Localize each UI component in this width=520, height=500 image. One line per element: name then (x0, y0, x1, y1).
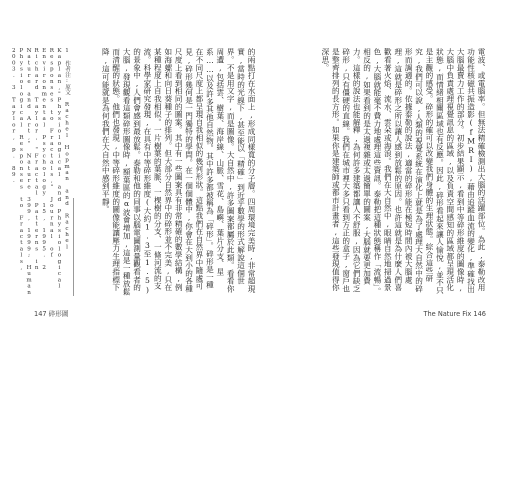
left-page (10, 48, 256, 318)
note-3: 3 Taylor, p. 89. (10, 85, 17, 185)
right-page (264, 48, 486, 318)
left-page-footer: 147 碎形圖 (34, 310, 69, 318)
left-page-notes (10, 48, 70, 296)
book-spread (10, 48, 486, 318)
note-1: 1 作者注:原文 Rachel Hopman and Rachel Kaplan,"Physiological and Physiological Responses to Fractals," Journal of Environmental Psychology 15, 1995. (41, 48, 70, 290)
left-page-body: 的兩點打在水面上,形成同樣寬的分子層。四周環境完美時,非常超現實,當時的光線下,甚至能以「精確」到近乎數學的形式解說這個世界。不是用文字,而是圖像。大自然中,許多圖案都屬於此類。看看你周遭,包括雲、樹葉、海岸線、山脈、雪花、島嶼、葉片分支、星系……以及許多其他自然物。其中許多都被稱為「碎形」。碎形是一種在不同尺度上都呈現自我相似的幾何形狀。這點我們在自然界中隨處可見,碎形幾何是一門獨特的學問。在一個個體中,你會在大到小的各種尺度上看到相同的圖案。其中有一些圖案具有非常精確的數學結構,例如海螺和向日葵種子的排列。但大部分自然界中的碎形並不完美,只在某種程度上自我相似。一片樹葉的葉脈、一棵樹的分支、一條河流的支流。科學家研究發現,在具有中等碎形維度(大約1.3至1.5)的景象中,人們會感到最放鬆。泰勒和他的同事以腦電圖測量觀看者的大腦,發現觀看這類碎形圖像時,額葉區的α波會增加,這是一種放鬆而清醒的狀態。他們也發現,中等碎形維度的圖像能讓壓力生理指標下降,這可能就是為何我們在大自然中感到平靜。 (101, 48, 256, 296)
footnote-rule (73, 198, 74, 296)
right-page-footer: The Nature Fix 146 (423, 310, 486, 318)
right-page-body: 電波、或電腦率。但無法精確檢測出大腦的活躍部位。為此,泰勒改用功能性核磁共振造影(fMRI),藉由追蹤血流的變化,準確找出大腦最賣力工作的部分。初步結果顯示,看到中等碎形維度的圖像時,大腦中負責處理視覺訊息的區域,以及負責空間感知的區域都呈現活化狀態,而情緒相關區域也有反應。因此,碎形看起來讓人愉悅,並不只是主觀的感受。碎形的確可以改變我們身體的生理狀態。綜合這些研究,我們可以說,人類的視覺系統在演化上就是為了處理大自然中的碎形而調適的。依據泰勒的說法,適當的碎形能在極短時間內被大腦處理,這就是碎形之所以讓人感到放鬆的原因。也許這就是為什麼人們喜歡看著火焰、流水、雲朵或海浪。我們在大自然中,眼睛自然地掃過景色,大腦就能毫不費力地處理這些資訊。泰勒把這種狀態稱作「流暢」。相反的,如果看到的是太過複雜或太過簡單的圖案,大腦就要更加費力。這樣的說法也能解釋,為何許多建築都讓人不舒服,因為它們缺乏碎形,只有僵硬的直線。我們在城市裡大多只看到方正的盒子,窗戶也是整齊排列的長方形。如果你是建築師或都市計畫者,這些發現值得你深思。 (320, 48, 486, 296)
note-2: 2 Richard Taylor, "Fractal Patterns in Nature and Art," Nature 399, 1999; Human Physiological Responses to Fractals, 2003. (10, 48, 48, 296)
